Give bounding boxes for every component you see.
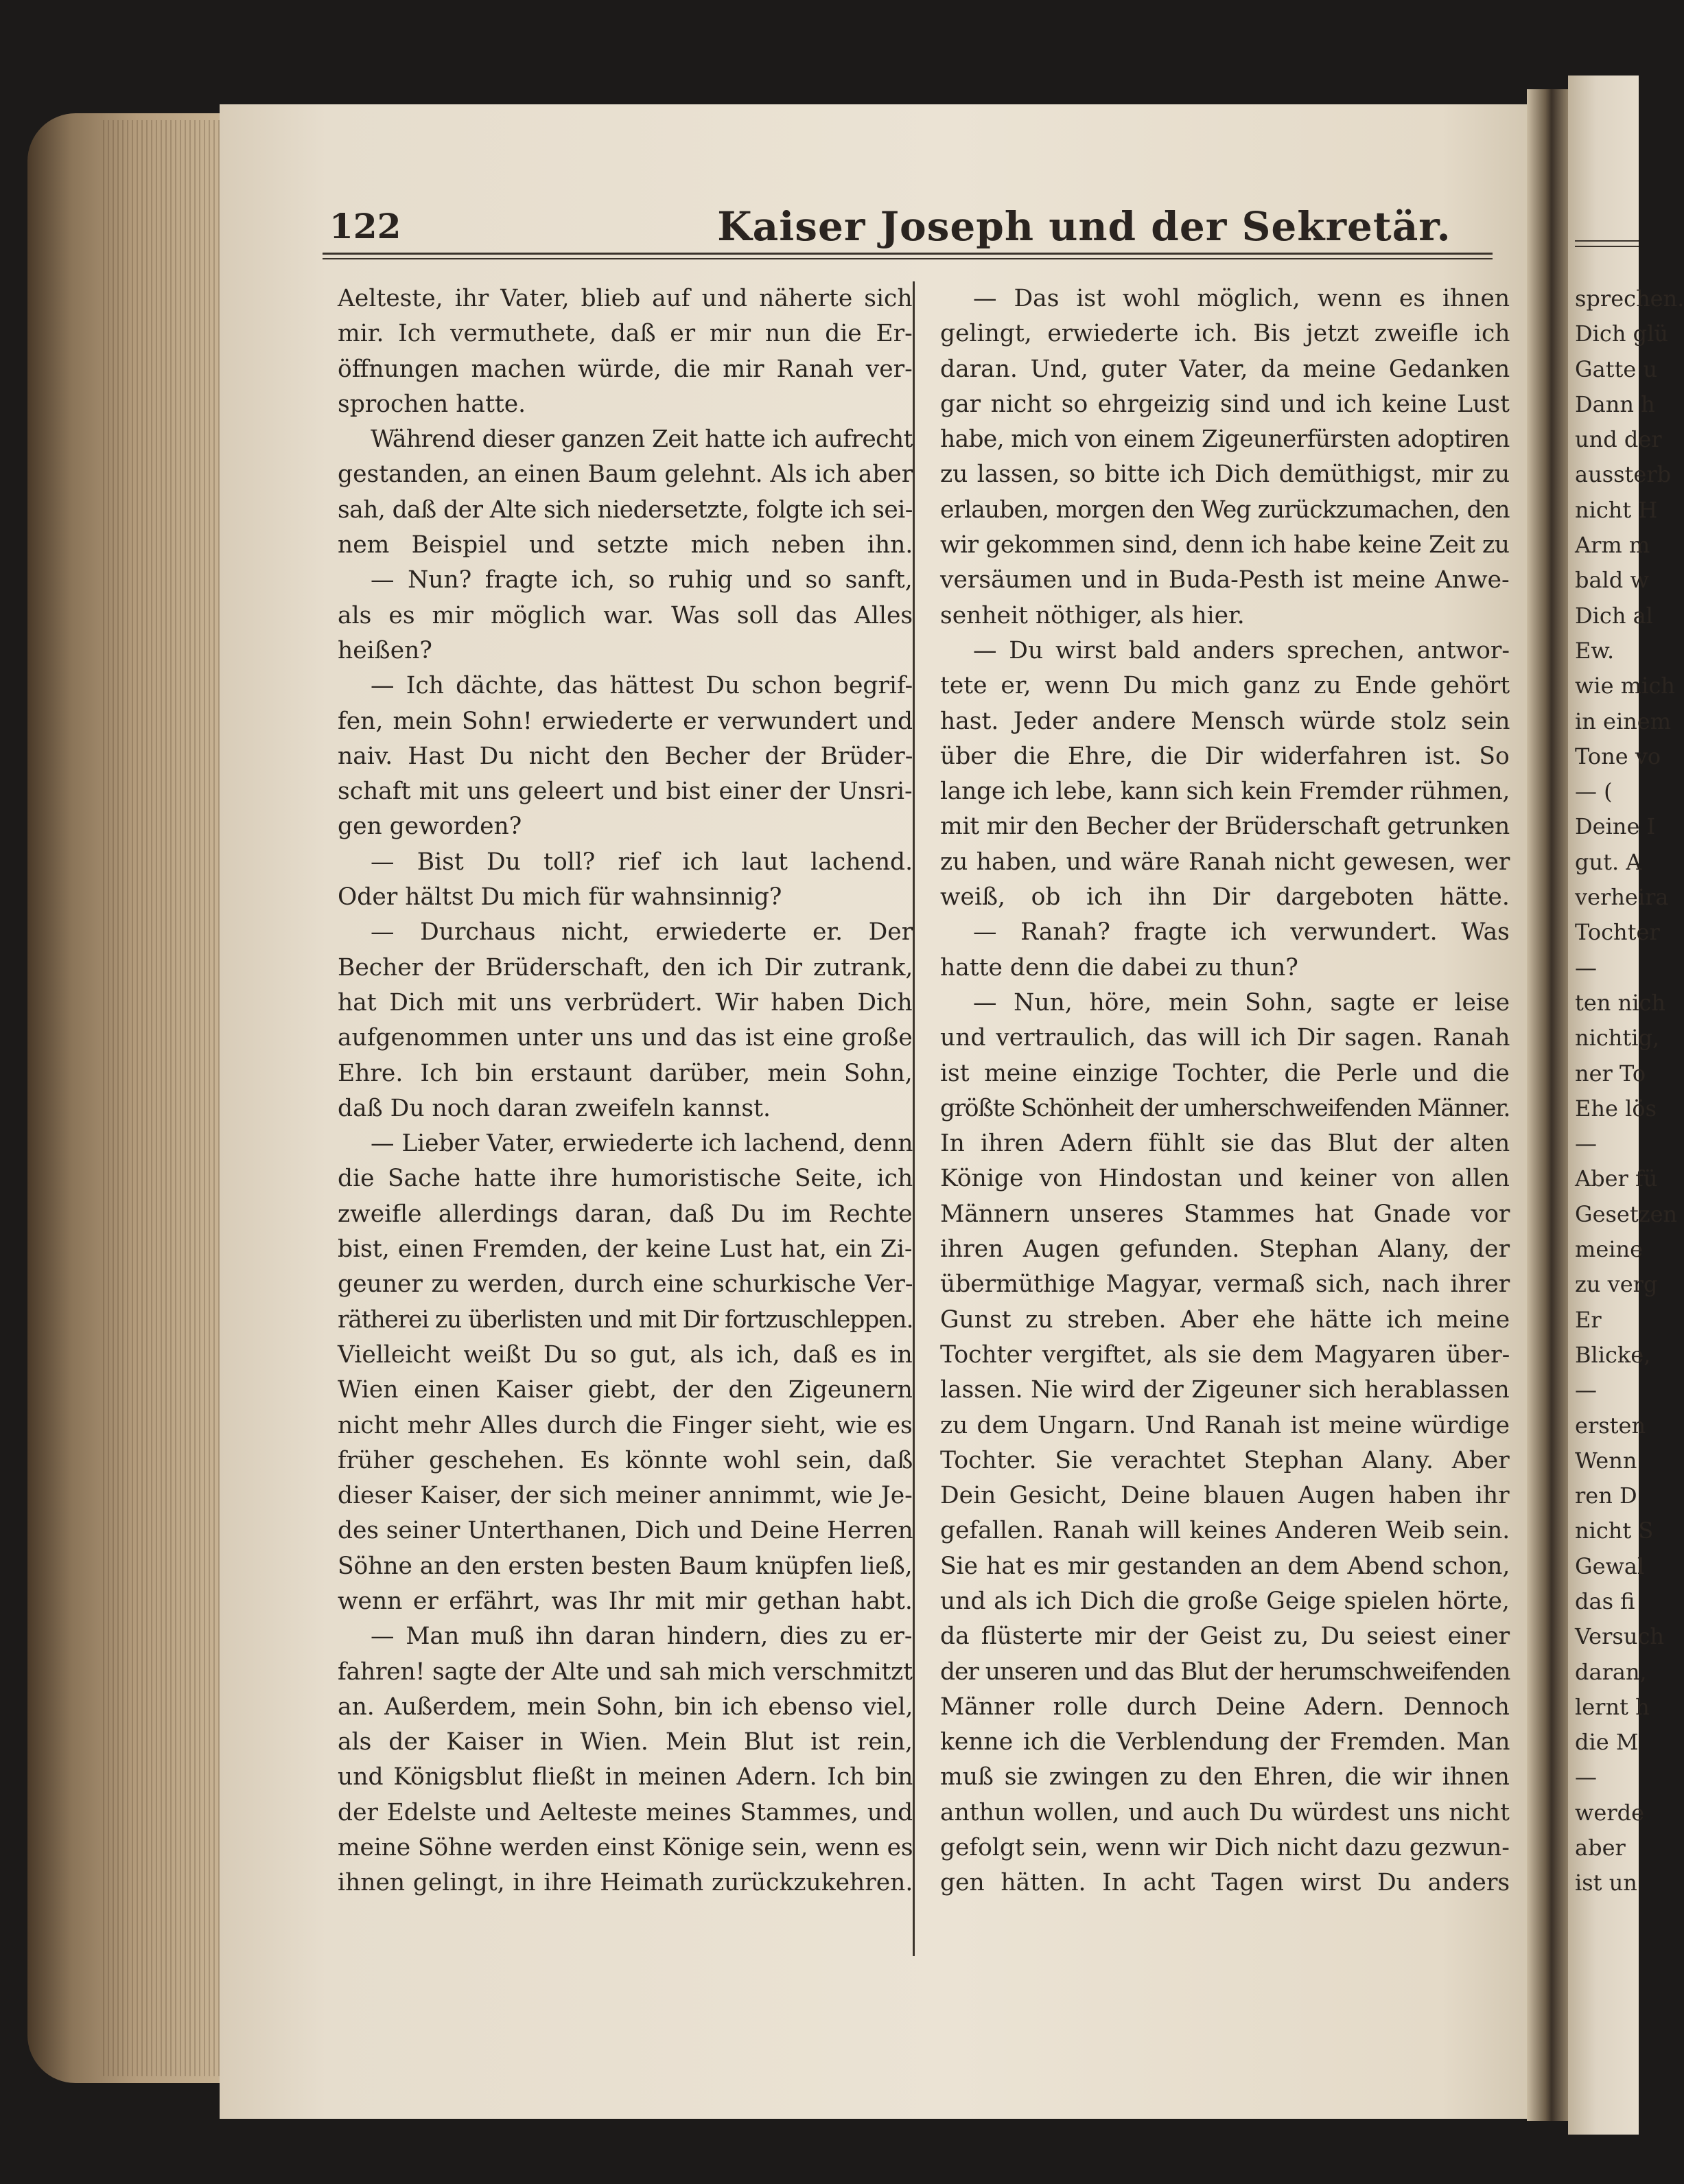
text-line: früher geschehen. Es könnte wohl sein, daß (338, 1446, 913, 1474)
text-line: Söhne an den ersten besten Baum knüpfen ließ, (338, 1552, 913, 1580)
text-line: Gunst zu streben. Aber ehe hätte ich meine (940, 1305, 1510, 1334)
text-line: sah, daß der Alte sich niedersetzte, folgte ich sei- (338, 496, 913, 524)
text-line: Gewal (1575, 1553, 1645, 1579)
text-line: — (1575, 1377, 1597, 1404)
text-line: Wenn (1575, 1447, 1637, 1474)
text-line: senheit nöthiger, als hier. (940, 601, 1245, 629)
text-line: kenne ich die Verblendung der Fremden. Man (940, 1728, 1510, 1756)
text-line: zu verg (1575, 1271, 1658, 1298)
text-line: Er (1575, 1306, 1602, 1333)
text-line: Tone vo (1575, 743, 1661, 769)
text-line: Tochter. Sie verachtet Stephan Alany. Aber (940, 1446, 1510, 1474)
text-line: Dein Gesicht, Deine blauen Augen haben ihr (940, 1482, 1510, 1510)
text-line: lernt h (1575, 1693, 1650, 1720)
text-line: Dann h (1575, 391, 1655, 417)
text-line: meine (1575, 1236, 1644, 1263)
text-line: bist, einen Fremden, der keine Lust hat, ein Zi- (338, 1235, 913, 1264)
text-line: muß sie zwingen zu den Ehren, die wir ihnen (940, 1763, 1510, 1791)
text-line: In ihren Adern fühlt sie das Blut der alten (940, 1130, 1510, 1158)
text-line: — Bist Du toll? rief ich laut lachend. (371, 848, 913, 876)
text-line: Oder hältst Du mich für wahnsinnig? (338, 883, 782, 911)
text-line: ist meine einzige Tochter, die Perle und die (940, 1059, 1510, 1087)
text-line: weiß, ob ich ihn Dir dargeboten hätte. (940, 883, 1510, 911)
text-line: meine Söhne werden einst Könige sein, wenn es (338, 1834, 913, 1862)
text-line: — (1575, 954, 1597, 981)
text-line: ren D (1575, 1483, 1637, 1509)
text-line: gelingt, erwiederte ich. Bis jetzt zweifle ich (940, 320, 1510, 348)
text-line: und Königsblut fließt in meinen Adern. Ich bin (338, 1763, 913, 1791)
text-line: ihren Augen gefunden. Stephan Alany, der (940, 1235, 1510, 1264)
text-line: Versuch (1575, 1623, 1664, 1650)
text-line: Tochter vergiftet, als sie dem Magyaren über- (940, 1340, 1510, 1369)
text-line: habe, mich von einem Zigeunerfürsten adoptiren (940, 426, 1510, 454)
text-line: als es mir möglich war. Was soll das Alles (338, 601, 913, 629)
text-line: Gatte u (1575, 356, 1658, 382)
text-line: über die Ehre, die Dir widerfahren ist. So (940, 742, 1510, 770)
text-line: ten nich (1575, 989, 1665, 1016)
text-line: die Sache hatte ihre humoristische Seite, ich (338, 1165, 913, 1193)
text-line: übermüthige Magyar, vermaß sich, nach ihrer (940, 1270, 1510, 1299)
book-gutter (1527, 89, 1568, 2121)
text-line: daß Du noch daran zweifeln kannst. (338, 1094, 771, 1122)
text-line: geuner zu werden, durch eine schurkische Ver- (338, 1270, 913, 1299)
text-line: naiv. Hast Du nicht den Becher der Brüder- (338, 742, 913, 770)
text-line: wie mich (1575, 673, 1675, 699)
text-line: Ew. (1575, 637, 1615, 664)
text-line: Arm m (1575, 532, 1650, 559)
right-text-column (940, 281, 1510, 1901)
text-line: — Lieber Vater, erwiederte ich lachend, denn (371, 1130, 913, 1158)
page-number: 122 (329, 206, 401, 246)
text-line: fahren! sagte der Alte und sah mich verschmitzt (338, 1658, 913, 1686)
text-line: gar nicht so ehrgeizig sind und ich keine Lust (940, 390, 1510, 418)
text-line: in einem (1575, 708, 1672, 734)
left-text-column (338, 281, 913, 1901)
text-line: — Ranah? fragte ich verwundert. Was (973, 918, 1510, 946)
text-line: gut. A (1575, 848, 1642, 875)
text-line: heißen? (338, 636, 432, 664)
text-line: des seiner Unterthanen, Dich und Deine Herren (338, 1517, 913, 1545)
text-line: gefallen. Ranah will keines Anderen Weib sein. (940, 1517, 1510, 1545)
next-page-text-fragments (1575, 281, 1684, 1901)
text-line: ner To (1575, 1060, 1646, 1087)
text-line: lange ich lebe, kann sich kein Fremder rühmen, (940, 778, 1510, 806)
text-line: gen hätten. In acht Tagen wirst Du anders (940, 1869, 1510, 1897)
text-line: werde (1575, 1799, 1645, 1826)
text-line: nicht mehr Alles durch die Finger sieht, wie es (338, 1411, 913, 1439)
text-line: — ( (1575, 778, 1613, 805)
text-line: Könige von Hindostan und keiner von allen (940, 1165, 1510, 1193)
text-line: Dich glü (1575, 321, 1668, 347)
text-line: — Nun? fragte ich, so ruhig und so sanft, (371, 566, 913, 594)
text-line: ersten (1575, 1412, 1646, 1439)
text-line: der unseren und das Blut der herumschweifenden (940, 1658, 1510, 1686)
text-line: gefolgt sein, wenn wir Dich nicht dazu gezwun- (940, 1834, 1510, 1862)
text-line: dieser Kaiser, der sich meiner annimmt, wie Je- (338, 1482, 913, 1510)
text-line: zu lassen, so bitte ich Dich demüthigst, mir zu (940, 461, 1510, 489)
text-line: Deine I (1575, 813, 1656, 840)
text-line: Männern unseres Stammes hat Gnade vor (940, 1200, 1510, 1228)
text-line: — (1575, 1130, 1597, 1157)
text-line: zu dem Ungarn. Und Ranah ist meine würdige (940, 1411, 1510, 1439)
text-line: wenn er erfährt, was Ihr mit mir gethan habt. (338, 1587, 913, 1615)
text-line: Becher der Brüderschaft, den ich Dir zutrank, (338, 953, 913, 981)
text-line: als der Kaiser in Wien. Mein Blut ist rein, (338, 1728, 913, 1756)
column-divider (913, 281, 915, 1956)
header-rule-top (323, 253, 1493, 255)
text-line: ihnen gelingt, in ihre Heimath zurückzukehren. (338, 1869, 913, 1897)
text-line: tete er, wenn Du mich ganz zu Ende gehört (940, 672, 1510, 700)
text-line: Blicke, (1575, 1341, 1651, 1368)
text-line: nicht S (1575, 1518, 1654, 1544)
text-line: das fi (1575, 1588, 1635, 1614)
text-line: Sie hat es mir gestanden an dem Abend schon, (940, 1552, 1510, 1580)
text-line: mit mir den Becher der Brüderschaft getrunken (940, 813, 1510, 841)
text-line: die M (1575, 1729, 1639, 1756)
text-line: bald w (1575, 567, 1649, 594)
text-line: daran, (1575, 1658, 1647, 1685)
text-line: nichtig, (1575, 1025, 1660, 1052)
text-line: gestanden, an einen Baum gelehnt. Als ich aber (338, 461, 913, 489)
text-line: schaft mit uns geleert und bist einer der Unsri- (338, 778, 913, 806)
text-line: zu haben, und wäre Ranah nicht gewesen, wer (940, 848, 1510, 876)
text-line: lassen. Nie wird der Zigeuner sich herablassen (940, 1376, 1510, 1404)
page-edge-texture (103, 120, 226, 2076)
text-line: größte Schönheit der umherschweifenden Männer. (940, 1094, 1510, 1122)
text-line: öffnungen machen würde, die mir Ranah ver- (338, 355, 913, 383)
header-rule-bottom (323, 258, 1493, 259)
running-title: Kaiser Joseph und der Sekretär. (717, 203, 1451, 250)
text-line: hat Dich mit uns verbrüdert. Wir haben Dich (338, 988, 913, 1017)
text-line: ist un (1575, 1870, 1637, 1896)
text-line: Gesetzen (1575, 1200, 1678, 1227)
text-line: Vielleicht weißt Du so gut, als ich, daß es in (338, 1340, 913, 1369)
text-line: erlauben, morgen den Weg zurückzumachen, den (940, 496, 1510, 524)
text-line: und vertraulich, das will ich Dir sagen. Ranah (940, 1024, 1510, 1052)
text-line: aber (1575, 1835, 1626, 1861)
text-line: Aelteste, ihr Vater, blieb auf und näherte sich (338, 285, 913, 312)
text-line: an. Außerdem, mein Sohn, bin ich ebenso viel, (338, 1693, 913, 1721)
text-line: Tochter (1575, 919, 1660, 946)
text-line: aufgenommen unter uns und das ist eine große (338, 1024, 913, 1052)
text-line: daran. Und, guter Vater, da meine Gedanken (940, 355, 1510, 383)
text-line: sprechen. (1575, 286, 1684, 312)
text-line: da flüsterte mir der Geist zu, Du seiest einer (940, 1623, 1510, 1651)
text-line: zweifle allerdings daran, daß Du im Rechte (338, 1200, 913, 1228)
text-line: der Edelste und Aelteste meines Stammes, und (338, 1798, 913, 1826)
text-line: und der (1575, 426, 1662, 453)
text-line: nem Beispiel und setzte mich neben ihn. (338, 531, 913, 559)
next-page-header-rule (1575, 240, 1639, 242)
text-line: Aber fü (1575, 1165, 1658, 1192)
text-line: Ehre. Ich bin erstaunt darüber, mein Sohn, (338, 1059, 913, 1087)
text-line: wir gekommen sind, denn ich habe keine Zeit zu (940, 531, 1510, 559)
text-line: Männer rolle durch Deine Adern. Dennoch (940, 1693, 1510, 1721)
text-line: gen geworden? (338, 813, 522, 841)
text-line: versäumen und in Buda-Pesth ist meine Anwe- (940, 566, 1510, 594)
text-line: — Nun, höre, mein Sohn, sagte er leise (973, 988, 1510, 1017)
text-line: verheira (1575, 884, 1669, 911)
text-line: hast. Jeder andere Mensch würde stolz sein (940, 707, 1510, 735)
text-line: fen, mein Sohn! erwiederte er verwundert und (338, 707, 913, 735)
text-line: — Man muß ihn daran hindern, dies zu er- (371, 1623, 913, 1651)
text-line: Wien einen Kaiser giebt, der den Zigeunern (338, 1376, 913, 1404)
text-line: — (1575, 1764, 1597, 1791)
next-page-header-rule-2 (1575, 246, 1639, 247)
text-line: nicht H (1575, 496, 1658, 523)
running-head (323, 192, 1517, 268)
text-line: — Durchaus nicht, erwiederte er. Der (371, 918, 913, 946)
text-line: aussterb (1575, 461, 1672, 488)
text-line: — Du wirst bald anders sprechen, antwor- (973, 636, 1510, 664)
text-line: — Das ist wohl möglich, wenn es ihnen (973, 285, 1510, 312)
text-line: — Ich dächte, das hättest Du schon begrif- (371, 672, 913, 700)
text-line: rätherei zu überlisten und mit Dir fortzuschleppen. (338, 1305, 913, 1334)
text-line: Während dieser ganzen Zeit hatte ich aufrecht (371, 426, 913, 454)
text-line: und als ich Dich die große Geige spielen hörte, (940, 1587, 1510, 1615)
text-line: mir. Ich vermuthete, daß er mir nun die Er- (338, 320, 913, 348)
text-line: sprochen hatte. (338, 390, 526, 418)
text-line: Dich al (1575, 602, 1653, 629)
text-line: anthun wollen, und auch Du würdest uns nicht (940, 1798, 1510, 1826)
text-line: Ehe lös (1575, 1095, 1657, 1122)
text-line: hatte denn die dabei zu thun? (940, 953, 1298, 981)
